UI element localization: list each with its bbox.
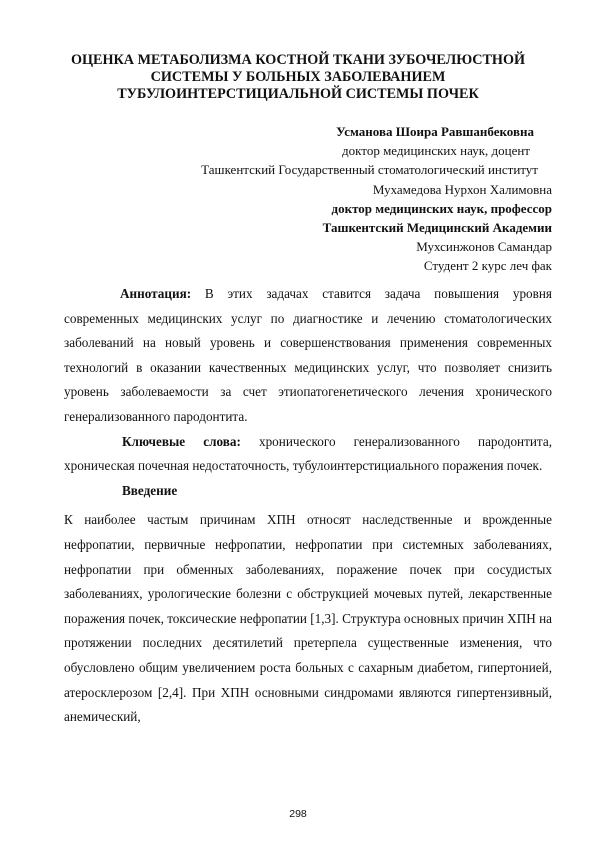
article-body	[64, 282, 552, 730]
author-1-name: Усманова Шоира Равшанбековна	[336, 124, 534, 139]
abstract-label: Аннотация:	[120, 286, 192, 301]
author-block	[92, 122, 552, 276]
keywords-label: Ключевые слова:	[122, 433, 241, 449]
title-line-1: ОЦЕНКА МЕТАБОЛИЗМА КОСТНОЙ ТКАНИ ЗУБОЧЕЛЮСТНОЙ	[70, 52, 526, 68]
abstract-text: В этих задачах ставится задача повышения уровня современных медицинских услуг по диагностике и лечению стоматологических заболеваний на новый уровень и совершенствования применения современных технологий в оказании качественных медицинских услуг, что позволяет снизить уровень заболеваемости за счет этиопатогенетического лечения хронического генерализованного пародонтита.	[64, 286, 552, 424]
abstract-paragraph	[64, 282, 552, 430]
page-number: 298	[289, 808, 307, 820]
author-1-affiliation: Ташкентский Государственный стоматологический институт	[201, 162, 538, 178]
author-2-name: Мухамедова Нурхон Халимовна	[372, 181, 552, 197]
article-title	[60, 52, 536, 103]
author-3-name: Мухсинжонов Самандар	[416, 239, 552, 255]
author-2-affiliation: Ташкентский Медицинский Академии	[322, 220, 552, 236]
introduction-heading: Введение	[122, 482, 178, 498]
author-3-status: Студент 2 курс леч фак	[423, 258, 552, 274]
introduction-text: К наиболее частым причинам ХПН относят наследственные и врожденные нефропатии, первичные нефропатии, нефропатии при системных заболеваниях, нефропатии при обменных заболеваниях, поражение почек при сосудистых заболеваниях, урологические болезни с обструкцией мочевых путей, лекарственные поражения почек, токсические нефропатии [1,3]. Структура основных причин ХПН на протяжении последних десятилетий претерпела существенные изменения, что обусловлено общим увеличением роста больных с сахарным диабетом, гипертонией, атеросклерозом [2,4]. При ХПН основными синдромами являются гипертензивный, анемический,	[64, 512, 552, 725]
title-line-3: ТУБУЛОИНТЕРСТИЦИАЛЬНОЙ СИСТЕМЫ ПОЧЕК	[117, 86, 479, 102]
keywords-text: хронического генерализованного пародонтита, хроническая почечная недостаточность, тубулоинтерстициального поражения почек.	[64, 433, 552, 474]
author-2-degree: доктор медицинских наук, профессор	[331, 200, 552, 216]
title-line-2: СИСТЕМЫ У БОЛЬНЫХ ЗАБОЛЕВАНИЕМ	[150, 69, 446, 85]
author-1-degree: доктор медицинских наук, доцент	[342, 143, 530, 159]
keywords-paragraph	[64, 430, 552, 479]
